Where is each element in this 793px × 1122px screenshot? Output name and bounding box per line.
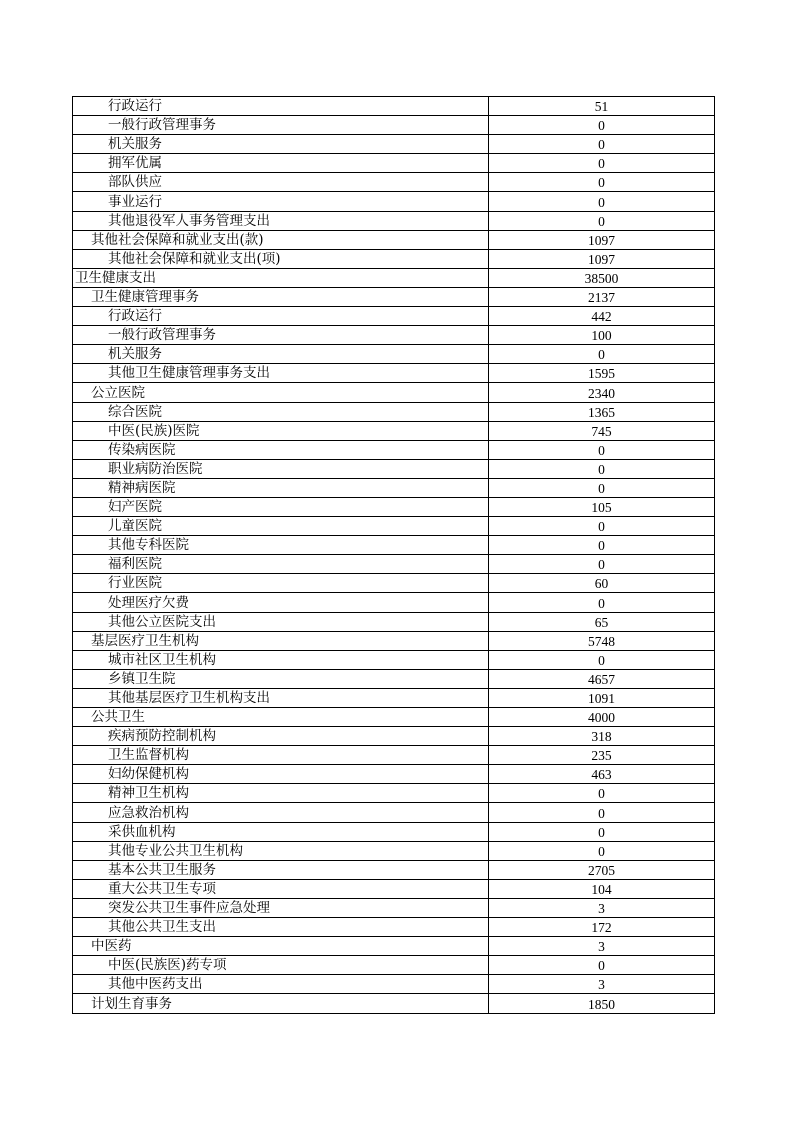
item-name-cell: 其他社会保障和就业支出(项) (73, 249, 489, 268)
amount-cell: 1595 (489, 364, 715, 383)
amount-cell: 3 (489, 937, 715, 956)
item-name-cell: 卫生健康支出 (73, 268, 489, 287)
item-name-cell: 城市社区卫生机构 (73, 650, 489, 669)
item-name-cell: 基本公共卫生服务 (73, 860, 489, 879)
item-name-cell: 其他基层医疗卫生机构支出 (73, 688, 489, 707)
item-name-cell: 处理医疗欠费 (73, 593, 489, 612)
amount-cell: 2705 (489, 860, 715, 879)
table-row (73, 154, 715, 173)
table-row (73, 173, 715, 192)
table-row (73, 574, 715, 593)
amount-cell: 235 (489, 746, 715, 765)
table-row (73, 956, 715, 975)
item-name-cell: 机关服务 (73, 135, 489, 154)
item-name-cell: 公共卫生 (73, 708, 489, 727)
item-name-cell: 行业医院 (73, 574, 489, 593)
table-row (73, 593, 715, 612)
table-row (73, 211, 715, 230)
table-row (73, 841, 715, 860)
item-name-cell: 一般行政管理事务 (73, 116, 489, 135)
amount-cell: 38500 (489, 268, 715, 287)
table-row (73, 784, 715, 803)
expenditure-table (72, 96, 715, 1014)
amount-cell: 745 (489, 421, 715, 440)
table-row (73, 918, 715, 937)
item-name-cell: 其他专科医院 (73, 536, 489, 555)
table-row (73, 326, 715, 345)
item-name-cell: 行政运行 (73, 97, 489, 116)
item-name-cell: 乡镇卫生院 (73, 669, 489, 688)
table-row (73, 708, 715, 727)
item-name-cell: 重大公共卫生专项 (73, 879, 489, 898)
table-row (73, 116, 715, 135)
amount-cell: 0 (489, 956, 715, 975)
item-name-cell: 事业运行 (73, 192, 489, 211)
amount-cell: 0 (489, 478, 715, 497)
table-row (73, 383, 715, 402)
item-name-cell: 部队供应 (73, 173, 489, 192)
table-body (73, 97, 715, 1014)
item-name-cell: 精神病医院 (73, 478, 489, 497)
item-name-cell: 中医(民族)医院 (73, 421, 489, 440)
item-name-cell: 职业病防治医院 (73, 459, 489, 478)
amount-cell: 105 (489, 497, 715, 516)
table-row (73, 268, 715, 287)
table-row (73, 287, 715, 306)
amount-cell: 1850 (489, 994, 715, 1013)
table-row (73, 612, 715, 631)
item-name-cell: 拥军优属 (73, 154, 489, 173)
item-name-cell: 其他中医药支出 (73, 975, 489, 994)
table-row (73, 536, 715, 555)
amount-cell: 0 (489, 650, 715, 669)
item-name-cell: 其他公共卫生支出 (73, 918, 489, 937)
amount-cell: 0 (489, 822, 715, 841)
amount-cell: 0 (489, 459, 715, 478)
table-row (73, 937, 715, 956)
amount-cell: 0 (489, 116, 715, 135)
amount-cell: 65 (489, 612, 715, 631)
item-name-cell: 行政运行 (73, 307, 489, 326)
item-name-cell: 应急救治机构 (73, 803, 489, 822)
item-name-cell: 卫生健康管理事务 (73, 287, 489, 306)
item-name-cell: 计划生育事务 (73, 994, 489, 1013)
amount-cell: 0 (489, 192, 715, 211)
item-name-cell: 公立医院 (73, 383, 489, 402)
item-name-cell: 妇产医院 (73, 497, 489, 516)
amount-cell: 1365 (489, 402, 715, 421)
item-name-cell: 采供血机构 (73, 822, 489, 841)
table-row (73, 421, 715, 440)
item-name-cell: 其他专业公共卫生机构 (73, 841, 489, 860)
item-name-cell: 精神卫生机构 (73, 784, 489, 803)
item-name-cell: 其他卫生健康管理事务支出 (73, 364, 489, 383)
item-name-cell: 中医药 (73, 937, 489, 956)
table-row (73, 898, 715, 917)
amount-cell: 0 (489, 841, 715, 860)
amount-cell: 104 (489, 879, 715, 898)
amount-cell: 318 (489, 727, 715, 746)
table-row (73, 879, 715, 898)
item-name-cell: 其他公立医院支出 (73, 612, 489, 631)
table-row (73, 478, 715, 497)
amount-cell: 172 (489, 918, 715, 937)
table-row (73, 669, 715, 688)
amount-cell: 0 (489, 555, 715, 574)
table-row (73, 345, 715, 364)
table-row (73, 364, 715, 383)
table-row (73, 727, 715, 746)
table-row (73, 688, 715, 707)
item-name-cell: 机关服务 (73, 345, 489, 364)
item-name-cell: 综合医院 (73, 402, 489, 421)
item-name-cell: 儿童医院 (73, 517, 489, 536)
table-row (73, 192, 715, 211)
table-row (73, 497, 715, 516)
item-name-cell: 传染病医院 (73, 440, 489, 459)
amount-cell: 0 (489, 154, 715, 173)
item-name-cell: 中医(民族医)药专项 (73, 956, 489, 975)
item-name-cell: 其他退役军人事务管理支出 (73, 211, 489, 230)
table-row (73, 440, 715, 459)
amount-cell: 0 (489, 345, 715, 364)
amount-cell: 5748 (489, 631, 715, 650)
table-row (73, 307, 715, 326)
item-name-cell: 疾病预防控制机构 (73, 727, 489, 746)
table-row (73, 135, 715, 154)
table-row (73, 860, 715, 879)
amount-cell: 0 (489, 173, 715, 192)
amount-cell: 0 (489, 536, 715, 555)
amount-cell: 0 (489, 517, 715, 536)
table-row (73, 459, 715, 478)
amount-cell: 0 (489, 211, 715, 230)
table-row (73, 555, 715, 574)
table-row (73, 650, 715, 669)
item-name-cell: 其他社会保障和就业支出(款) (73, 230, 489, 249)
table-row (73, 230, 715, 249)
amount-cell: 100 (489, 326, 715, 345)
item-name-cell: 基层医疗卫生机构 (73, 631, 489, 650)
table-row (73, 975, 715, 994)
table-row (73, 994, 715, 1013)
item-name-cell: 突发公共卫生事件应急处理 (73, 898, 489, 917)
amount-cell: 0 (489, 135, 715, 154)
item-name-cell: 福利医院 (73, 555, 489, 574)
amount-cell: 3 (489, 898, 715, 917)
amount-cell: 0 (489, 784, 715, 803)
table-row (73, 765, 715, 784)
item-name-cell: 妇幼保健机构 (73, 765, 489, 784)
amount-cell: 4657 (489, 669, 715, 688)
table-row (73, 746, 715, 765)
amount-cell: 0 (489, 803, 715, 822)
amount-cell: 1091 (489, 688, 715, 707)
table-row (73, 249, 715, 268)
amount-cell: 2340 (489, 383, 715, 402)
amount-cell: 1097 (489, 230, 715, 249)
table-row (73, 803, 715, 822)
table-row (73, 631, 715, 650)
item-name-cell: 一般行政管理事务 (73, 326, 489, 345)
amount-cell: 3 (489, 975, 715, 994)
amount-cell: 60 (489, 574, 715, 593)
table-row (73, 402, 715, 421)
table-row (73, 97, 715, 116)
amount-cell: 0 (489, 440, 715, 459)
amount-cell: 463 (489, 765, 715, 784)
amount-cell: 2137 (489, 287, 715, 306)
amount-cell: 51 (489, 97, 715, 116)
table-row (73, 517, 715, 536)
item-name-cell: 卫生监督机构 (73, 746, 489, 765)
amount-cell: 4000 (489, 708, 715, 727)
amount-cell: 0 (489, 593, 715, 612)
table-row (73, 822, 715, 841)
amount-cell: 442 (489, 307, 715, 326)
amount-cell: 1097 (489, 249, 715, 268)
